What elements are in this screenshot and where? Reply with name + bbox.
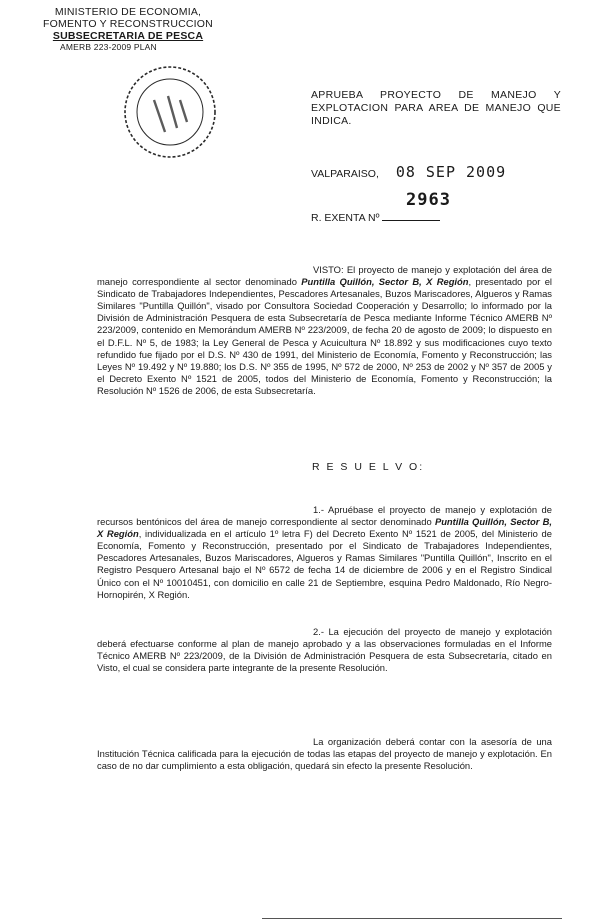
article-3-paragraph: La organización deberá contar con la asesoría de una Institución Técnica calificada para la ejecución de todas las etapas del proyecto de manejo y explotación. En caso de no dar cumplimiento a esta obligación, quedará sin efecto la presente Resolución.: [97, 736, 552, 772]
visto-sector-name: Puntilla Quillón, Sector B, X Región: [301, 276, 469, 288]
article-1-text-1: 1.- Apruébase el proyecto de manejo y explotación de recursos bentónicos del área de manejo correspondiente al sector denominado: [97, 504, 552, 528]
article-1-sector-name: Puntilla Quillón, Sector B, X Región: [97, 516, 552, 540]
resolution-number-line: [311, 190, 451, 224]
visto-paragraph: [97, 264, 552, 397]
date-place: VALPARAISO,: [311, 168, 379, 180]
footer-rule: [262, 918, 562, 919]
resuelvo-heading: R E S U E L V O:: [312, 461, 425, 473]
letterhead-ministry-2: FOMENTO Y RECONSTRUCCION: [43, 18, 213, 30]
official-seal-stamp: [120, 62, 220, 162]
article-1-paragraph: [97, 504, 552, 601]
resolution-number-label: R. EXENTA Nº: [311, 212, 380, 224]
article-2-paragraph: 2.- La ejecución del proyecto de manejo y explotación deberá efectuarse conforme al plan de manejo aprobado y a las observaciones formuladas en el Informe Técnico AMERB Nº 223/2009, de la División de Administración Pesquera de esta Subsecretaría, citado en Visto, el cual se considera parte integrante de la presente Resolución.: [97, 626, 552, 674]
visto-text-2: , presentado por el Sindicato de Trabajadores Independientes, Pescadores Artesanales, Buzos Mariscadores, Algueros y Ramas Similares "Puntilla Quillón", visado por Consultora Sociedad Cooperación y Desarrollo; lo informado por la División de Administración Pesquera de esta Subsecretaría de Pesca mediante Informe Técnico AMERB Nº 223/2009, contenido en Memorándum AMERB Nº 223/2009, de fecha 20 de agosto de 2009; lo dispuesto en el D.F.L. Nº 5, de 1983; la Ley General de Pesca y Acuicultura Nº 18.892 y sus modificaciones cuyo texto refundido fue fijado por el D.S. Nº 430 de 1991, del Ministerio de Economía, Fomento y Reconstrucción; las Leyes Nº 19.492 y Nº 19.880; los D.S. Nº 355 de 1995, Nº 572 de 2000, Nº 253 de 2002 y Nº 357 de 2005 y el Decreto Exento Nº 1521 de 2005, todos del Ministerio de Economía, Fomento y Reconstrucción; la Resolución Nº 1526 de 2006, de esta Subsecretaría.: [97, 276, 552, 396]
date-stamp: 08 SEP 2009: [395, 163, 507, 181]
resolution-title: APRUEBA PROYECTO DE MANEJO Y EXPLOTACION PARA AREA DE MANEJO QUE INDICA.: [311, 89, 561, 127]
article-1-text-2: , individualizada en el artículo 1º letra F) del Decreto Exento Nº 1521 de 2005, del Ministerio de Economía, Fomento y Reconstrucción, presentado por el Sindicato de Trabajadores Independientes, Pescadores Artesanales, Buzos Mariscadores, Algueros y Ramas Similares "Puntilla Quillón", Inscrito en el Registro Pesquero Artesanal bajo el Nº 6572 de fecha 14 de diciembre de 2006 y en el Registro Sindical Único con el Nº 10010451, con domicilio en calle 21 de Septiembre, esquina Pedro Maldonado, Río Negro-Hornopirén, X Región.: [97, 528, 552, 600]
letterhead-ministry: MINISTERIO DE ECONOMIA,: [54, 6, 202, 18]
visto-text-1: El proyecto de manejo y explotación del área de manejo correspondiente al sector denominado: [97, 264, 552, 288]
letterhead: [38, 6, 218, 52]
date-line: [311, 163, 506, 181]
visto-lead: VISTO:: [313, 264, 344, 275]
letterhead-subsecretaria: SUBSECRETARIA DE PESCA: [52, 30, 204, 42]
resolution-number: 2963: [406, 190, 451, 210]
letterhead-reference: AMERB 223-2009 PLAN: [60, 42, 157, 52]
number-blank-line: [382, 220, 440, 221]
